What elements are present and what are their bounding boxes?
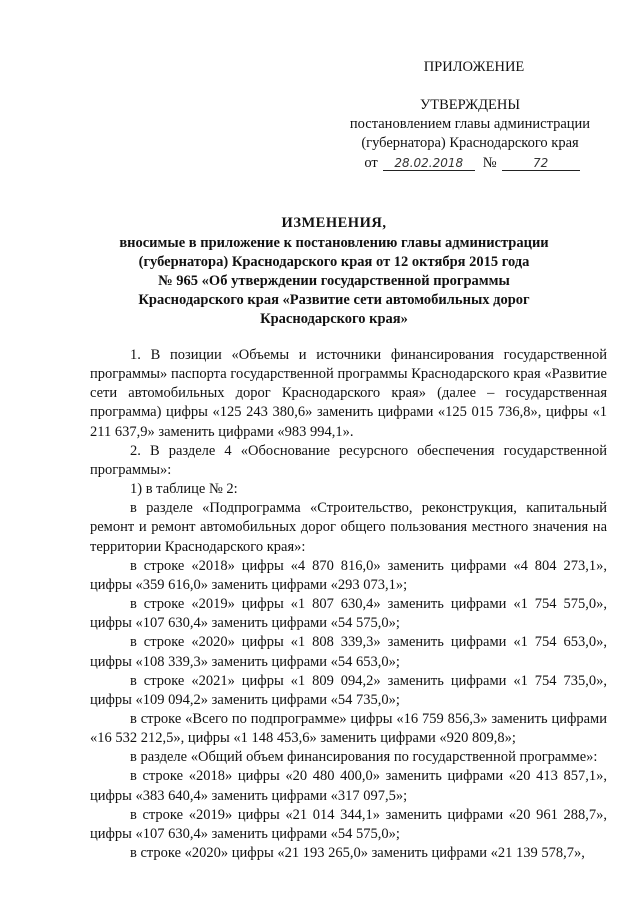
paragraph: 1) в таблице № 2: — [130, 481, 238, 498]
paragraph: в строке «2020» цифры «1 808 339,3» заменить цифрами «1 754 653,0», цифры «108 339,3» заменить цифрами «54 653,0»; — [90, 634, 607, 670]
title-line-5: Краснодарского края» — [260, 311, 408, 327]
paragraph: 2. В разделе 4 «Обоснование ресурсного обеспечения государственной программы»: — [90, 442, 607, 478]
from-label: от — [364, 155, 378, 171]
approved-label: УТВЕРЖДЕНЫ — [419, 97, 521, 113]
approval-header — [340, 58, 600, 173]
paragraph: 1. В позиции «Объемы и источники финансирования государственной программы» паспорта государственной программы Краснодарского края «Развитие сети автомобильных дорог Краснодарского края» (далее – государственная программа) цифры «125 243 380,6» заменить цифрами «125 015 736,8», цифры «1 211 637,9» заменить цифрами «983 994,1». — [90, 347, 607, 440]
handwritten-number: 72 — [502, 157, 580, 171]
appendix-label: ПРИЛОЖЕНИЕ — [423, 59, 525, 75]
date-number-line — [340, 154, 600, 173]
paragraph: в строке «2019» цифры «1 807 630,4» заменить цифрами «1 754 575,0», цифры «107 630,4» заменить цифрами «54 575,0»; — [90, 596, 607, 632]
title-line-4: Краснодарского края «Развитие сети автомобильных дорог — [138, 292, 530, 308]
approved-line-1: постановлением главы администрации — [349, 116, 591, 132]
number-label: № — [482, 155, 497, 171]
paragraph: в строке «2021» цифры «1 809 094,2» заменить цифрами «1 754 735,0», цифры «109 094,2» заменить цифрами «54 735,0»; — [90, 672, 607, 708]
paragraph: в строке «Всего по подпрограмме» цифры «16 759 856,3» заменить цифрами «16 532 212,5», цифры «1 148 453,6» заменить цифрами «920 809,8»; — [90, 710, 607, 747]
title-line-2: (губернатора) Краснодарского края от 12 октября 2015 года — [138, 254, 530, 270]
paragraph: в строке «2019» цифры «21 014 344,1» заменить цифрами «20 961 288,7», цифры «107 630,4» заменить цифрами «54 575,0»; — [90, 806, 607, 842]
document-body — [90, 346, 607, 863]
title-line-3: № 965 «Об утверждении государственной программы — [158, 273, 510, 289]
paragraph: в разделе «Подпрограмма «Строительство, реконструкция, капитальный ремонт и ремонт автомобильных дорог общего пользования местного значения на территории Краснодарского края»: — [90, 500, 607, 555]
title-main: ИЗМЕНЕНИЯ, — [281, 215, 387, 231]
paragraph: в строке «2018» цифры «20 480 400,0» заменить цифрами «20 413 857,1», цифры «383 640,4» заменить цифрами «317 097,5»; — [90, 768, 607, 804]
paragraph: в строке «2018» цифры «4 870 816,0» заменить цифрами «4 804 273,1», цифры «359 616,0» заменить цифрами «293 073,1»; — [90, 557, 607, 593]
title-line-1: вносимые в приложение к постановлению главы администрации — [119, 235, 549, 251]
paragraph: в строке «2020» цифры «21 193 265,0» заменить цифрами «21 139 578,7», — [130, 845, 585, 862]
paragraph: в разделе «Общий объем финансирования по государственной программе»: — [130, 749, 598, 766]
document-title — [70, 214, 598, 329]
approved-line-2: (губернатора) Краснодарского края — [361, 135, 579, 151]
handwritten-date: 28.02.2018 — [383, 157, 475, 171]
